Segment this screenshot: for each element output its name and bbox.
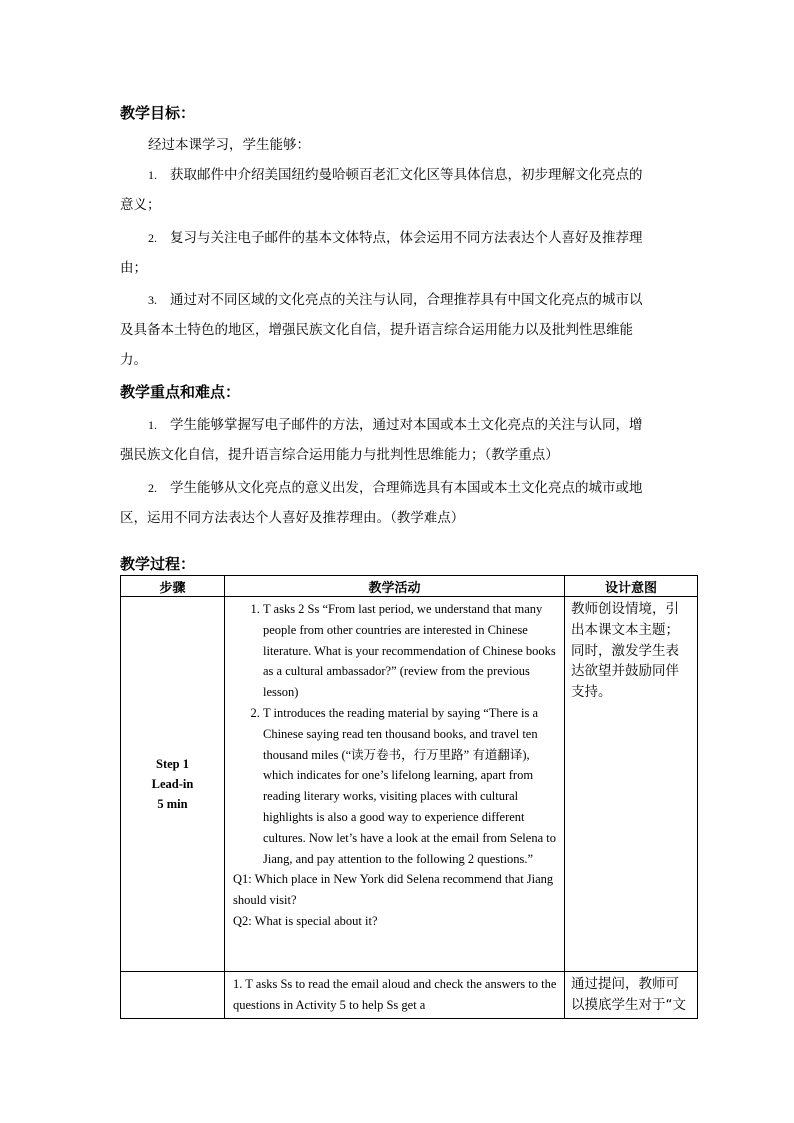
- objective-2-text: 复习与关注电子邮件的基本文体特点，体会运用不同方法表达个人喜好及推荐理: [170, 230, 643, 246]
- activity-list: [233, 599, 558, 869]
- key-point-1-line1: [148, 410, 643, 440]
- objectives-intro: 经过本课学习，学生能够：: [148, 137, 310, 153]
- key-point-2-line2: 区，运用不同方法表达个人喜好及推荐理由。（教学难点）: [120, 510, 465, 526]
- objective-2-num: 2.: [148, 231, 157, 245]
- activity-cell: [225, 597, 565, 972]
- step-cell: [121, 972, 225, 1019]
- step-cell: [121, 597, 225, 972]
- key-point-1-num: 1.: [148, 418, 157, 432]
- question-1: Q1: Which place in New York did Selena recommend that Jiang should visit?: [233, 872, 554, 908]
- header-activity: 教学活动: [225, 576, 565, 597]
- step-name: Lead-in: [151, 777, 194, 791]
- key-points-heading: 教学重点和难点：: [120, 383, 241, 401]
- objective-3-line3: 力。: [120, 352, 147, 368]
- objective-1-line2: 意义；: [120, 197, 161, 213]
- activity-item: 2. T introduces the reading material by saying “There is a Chinese saying read ten thousand books, and travel ten thousand miles (“读万卷书，行万里路” 有道翻译), which indicates for one’s lifelong learning, apart from reading literary works, visiting places with cultural highlights is also a good way to experience different cultures. Now let’s have a look at the email from Selena to Jiang, and pay attention to the following 2 questions.”: [263, 703, 558, 869]
- step-duration: 5 min: [157, 797, 188, 811]
- key-point-1-line2: 强民族文化自信，提升语言综合运用能力与批判性思维能力；（教学重点）: [120, 447, 559, 463]
- objectives-heading: 教学目标：: [120, 104, 196, 122]
- objective-3-line2: 及具备本土特色的地区，增强民族文化自信，提升语言综合运用能力以及批判性思维能: [120, 322, 633, 338]
- key-point-2-text: 学生能够从文化亮点的意义出发，合理筛选具有本国或本土文化亮点的城市或地: [170, 480, 643, 496]
- objective-2-line1: [148, 223, 643, 253]
- intent-cell: 教师创设情境，引出本课文本主题；同时，激发学生表达欲望并鼓励同伴支持。: [565, 597, 698, 972]
- header-step: 步骤: [121, 576, 225, 597]
- process-table: [120, 575, 698, 1019]
- table-row: [121, 597, 698, 972]
- intent-cell: 通过提问，教师可以摸底学生对于“文: [565, 972, 698, 1019]
- step-number: Step 1: [156, 757, 189, 771]
- objective-1-text: 获取邮件中介绍美国纽约曼哈顿百老汇文化区等具体信息，初步理解文化亮点的: [170, 167, 643, 183]
- question-2: Q2: What is special about it?: [233, 913, 378, 928]
- objective-2-line2: 由；: [120, 260, 147, 276]
- activity-cell: 1. T asks Ss to read the email aloud and check the answers to the questions in Activity 5 to help Ss get a: [225, 972, 565, 1019]
- activity-item: 1. T asks 2 Ss “From last period, we understand that many people from other countries are interested in Chinese literature. What is your recommendation of Chinese books as a cultural ambassador?” (review from the previous lesson): [263, 599, 558, 703]
- table-row: [121, 972, 698, 1019]
- objective-1-line1: [148, 160, 643, 190]
- objective-1-num: 1.: [148, 168, 157, 182]
- key-point-2-line1: [148, 473, 643, 503]
- process-heading: 教学过程：: [120, 555, 196, 573]
- key-point-2-num: 2.: [148, 481, 157, 495]
- objective-3-text: 通过对不同区域的文化亮点的关注与认同，合理推荐具有中国文化亮点的城市以: [170, 292, 643, 308]
- table-header-row: [121, 576, 698, 597]
- key-point-1-text: 学生能够掌握写电子邮件的方法，通过对本国或本土文化亮点的关注与认同，增: [170, 417, 643, 433]
- objective-3-line1: [148, 285, 643, 315]
- header-intent: 设计意图: [565, 576, 698, 597]
- objective-3-num: 3.: [148, 293, 157, 307]
